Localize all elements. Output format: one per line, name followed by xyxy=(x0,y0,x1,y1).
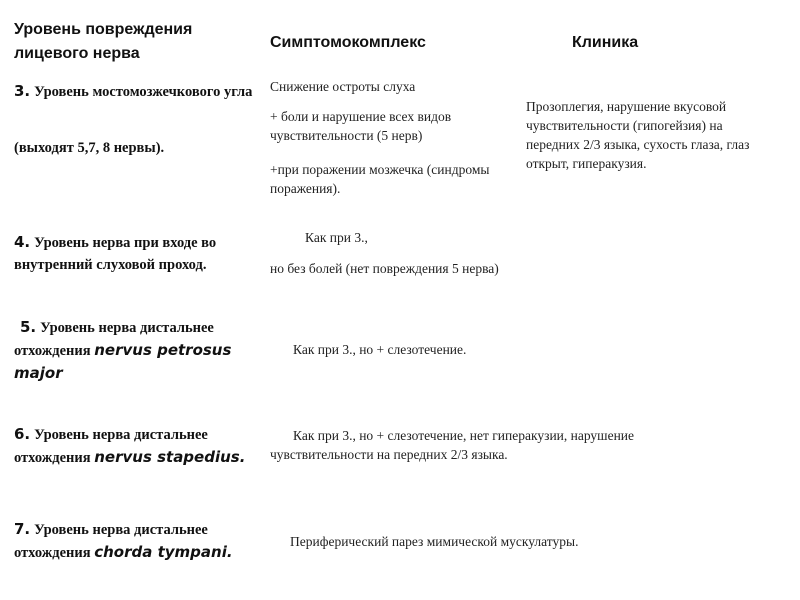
row-7-nerve-name: chorda tympani. xyxy=(94,543,233,561)
row-5-level-text: Уровень нерва дистальнее отхождения xyxy=(14,320,214,359)
row-6-level xyxy=(14,423,270,469)
row-4-symptom-2: но без болей (нет повреждения 5 нерва) xyxy=(270,261,499,276)
row-7-number: 7. xyxy=(14,520,31,538)
row-7-level-text: Уровень нерва дистальнее отхождения xyxy=(14,522,208,561)
row-3-clinic: Прозоплегия, нарушение вкусовой чувствительности (гипогейзия) на передних 2/3 языка, сухость глаза, глаз открыт, гиперакузия. xyxy=(526,99,750,171)
header-symptoms: Симптомокомплекс xyxy=(270,34,426,51)
header-clinic: Клиника xyxy=(572,34,639,51)
row-3-symptom-1: Снижение остроты слуха xyxy=(270,79,416,94)
row-3-level-text: Уровень мостомозжечкового угла xyxy=(34,84,253,100)
row-5-level xyxy=(14,316,264,385)
row-3-number: 3. xyxy=(14,82,31,100)
header-level: Уровень повреждения лицевого нерва xyxy=(14,21,193,62)
row-5-nerve-name: nervus petrosus major xyxy=(14,341,232,382)
row-3-symptom-3: +при поражении мозжечка (синдромы поражения). xyxy=(270,162,490,196)
row-4-level-text: Уровень нерва при входе во внутренний слуховой проход. xyxy=(14,235,217,273)
row-7-level xyxy=(14,518,270,564)
row-5-symptom-1: Как при 3., но + слезотечение. xyxy=(293,342,467,357)
row-7-symptom-1: Периферический парез мимической мускулатуры. xyxy=(290,534,579,549)
row-6-level-text: Уровень нерва дистальнее отхождения xyxy=(14,427,208,466)
row-4-level xyxy=(14,231,264,276)
row-4-symptom-1: Как при 3., xyxy=(305,230,368,245)
row-6-nerve-name: nervus stapedius. xyxy=(94,448,246,466)
row-5-number: 5. xyxy=(20,318,37,336)
row-4-number: 4. xyxy=(14,233,31,251)
row-3-symptom-2: + боли и нарушение всех видов чувствительности (5 нерв) xyxy=(270,109,452,143)
row-3-level xyxy=(14,80,259,103)
row-6-number: 6. xyxy=(14,425,31,443)
row-6-symptom-1: Как при 3., но + слезотечение, нет гиперакузии, нарушение чувствительности на передних 2/3 языка. xyxy=(270,428,635,462)
row-3-level-note: (выходят 5,7, 8 нервы). xyxy=(14,140,165,156)
